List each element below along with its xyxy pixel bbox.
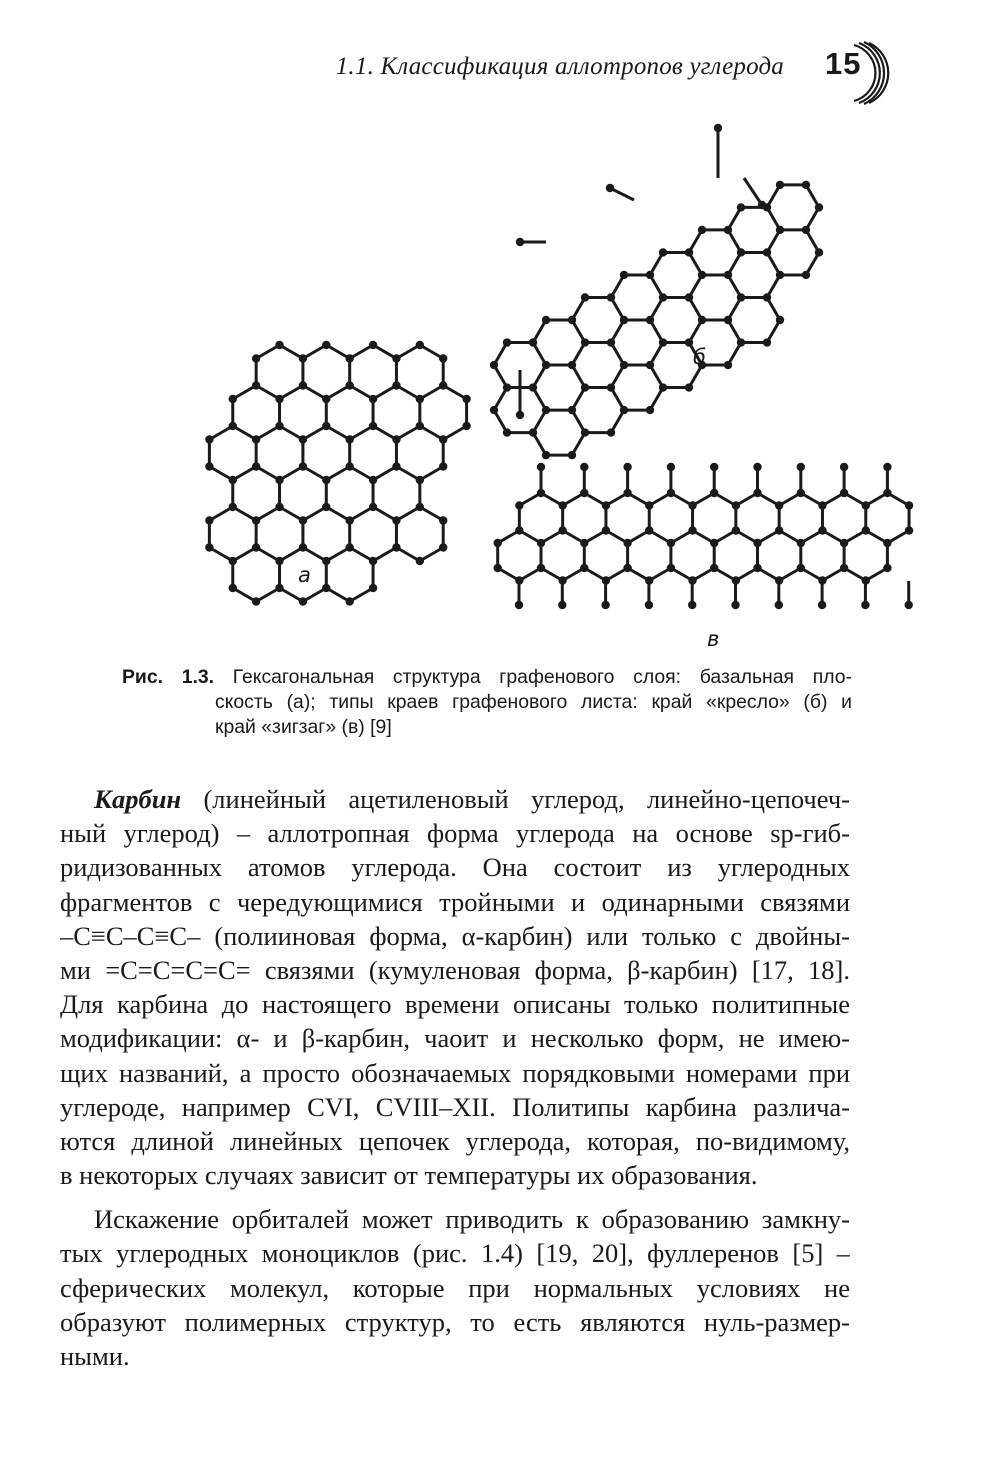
carbon-atom (905, 526, 913, 534)
p2-line-3: сферических молекул, которые при нормальных условиях не (60, 1272, 850, 1303)
carbon-atom (818, 576, 826, 584)
carbon-atom (229, 557, 237, 565)
carbon-atom (724, 316, 732, 324)
carbon-atom (416, 557, 424, 565)
carbon-atom (275, 422, 283, 430)
carbon-atom (620, 406, 628, 414)
carbon-atom (345, 597, 353, 605)
label-b: б (693, 345, 706, 369)
carbon-atom (299, 435, 307, 443)
carbon-atom (667, 539, 675, 547)
carbon-atom (753, 489, 761, 497)
carbon-atom (229, 503, 237, 511)
carbon-atom (732, 576, 740, 584)
carbon-atom (369, 341, 377, 349)
carbon-atom (515, 526, 523, 534)
carbon-atom (797, 539, 805, 547)
carbon-atom (322, 584, 330, 592)
carbon-atom (322, 422, 330, 430)
carbon-atom (252, 516, 260, 524)
carbon-atom (369, 584, 377, 592)
carbon-atom (490, 361, 498, 369)
carbon-atom (568, 361, 576, 369)
carbon-atom (775, 601, 783, 609)
carbon-atom (345, 354, 353, 362)
carbon-atom (607, 338, 615, 346)
carbon-atom (493, 539, 501, 547)
carbon-atom (322, 341, 330, 349)
carbon-atom (537, 564, 545, 572)
carbon-atom (710, 463, 718, 471)
carbon-atom (299, 354, 307, 362)
carbon-atom (345, 516, 353, 524)
carbon-atom (439, 435, 447, 443)
carbon-atom (840, 489, 848, 497)
p1-line-8: модификации: α- и β-карбин, чаоит и несколько форм, не имею- (60, 1023, 850, 1054)
carbon-atom (861, 601, 869, 609)
carbon-atom (737, 338, 745, 346)
carbon-atom (369, 503, 377, 511)
carbon-atom (685, 248, 693, 256)
label-a: а (298, 563, 311, 587)
carbon-atom (229, 584, 237, 592)
carbon-atom (392, 354, 400, 362)
carbon-atom (322, 503, 330, 511)
carbon-atom (515, 601, 523, 609)
carbon-atom (580, 463, 588, 471)
carbon-atom (580, 489, 588, 497)
carbon-atom (607, 293, 615, 301)
carbon-atom (568, 316, 576, 324)
carbon-atom (862, 526, 870, 534)
carbon-atom (883, 463, 891, 471)
carbon-atom (416, 422, 424, 430)
carbon-atom (229, 476, 237, 484)
carbon-atom (646, 361, 654, 369)
carbon-atom (345, 543, 353, 551)
carbon-atom (392, 435, 400, 443)
carbon-atom (581, 338, 589, 346)
carbon-atom (275, 341, 283, 349)
carbon-atom (529, 338, 537, 346)
carbon-atom (439, 516, 447, 524)
carbon-atom (775, 526, 783, 534)
figure-1-3 (0, 115, 1000, 660)
p2-line-2: тых углеродных моноциклов (рис. 1.4) [19, 20], фуллеренов [5] – (60, 1238, 850, 1269)
carbon-atom (802, 271, 810, 279)
label-v: в (707, 627, 720, 651)
carbon-atom (724, 271, 732, 279)
carbon-atom (602, 526, 610, 534)
carbon-atom (205, 543, 213, 551)
carbon-atom (275, 395, 283, 403)
carbon-atom (416, 395, 424, 403)
carbon-atom (515, 501, 523, 509)
carbon-atom (710, 564, 718, 572)
carbon-atom (275, 503, 283, 511)
carbon-atom (345, 462, 353, 470)
carbon-atom (416, 341, 424, 349)
carbon-atom (840, 463, 848, 471)
carbon-atom (646, 316, 654, 324)
carbon-atom (688, 501, 696, 509)
carbon-atom (322, 395, 330, 403)
carbon-atom (818, 526, 826, 534)
carbon-atom (623, 463, 631, 471)
p1-line-4: фрагментов с чередующимися тройными и одинарными связями (60, 886, 850, 917)
carbon-atom (392, 516, 400, 524)
carbon-atom (698, 226, 706, 234)
carbon-atom (732, 501, 740, 509)
carbon-atom (776, 271, 784, 279)
carbon-atom (645, 526, 653, 534)
carbon-atom (602, 501, 610, 509)
carbon-atom (724, 361, 732, 369)
carbon-atom (568, 406, 576, 414)
carbon-atom (883, 539, 891, 547)
caption-lead: Рис. 1.3. (122, 666, 215, 688)
carbon-atom (252, 462, 260, 470)
carbon-atom (646, 406, 654, 414)
carbon-atom (558, 601, 566, 609)
carbon-atom (462, 395, 470, 403)
carbon-atom (462, 422, 470, 430)
carbon-atom (581, 293, 589, 301)
carbon-atom (392, 381, 400, 389)
carbon-atom (529, 383, 537, 391)
page-number: 15 (825, 46, 862, 81)
p2-line-5: ными. (60, 1341, 130, 1371)
carbon-atom (905, 601, 913, 609)
carbon-atom (607, 383, 615, 391)
carbon-atom (623, 564, 631, 572)
carbon-atom (623, 539, 631, 547)
carbon-atom (714, 124, 722, 132)
carbon-atom (515, 576, 523, 584)
p1-line-11: ются длиной линейных цепочек углерода, которая, по-видимому, (60, 1125, 850, 1156)
p1-line-9: щих названий, а просто обозначаемых порядковыми номерами при (60, 1057, 850, 1088)
carbon-atom (299, 516, 307, 524)
zigzag-edge-lattice (493, 463, 913, 609)
carbon-atom (802, 181, 810, 189)
basal-plane-lattice (205, 341, 471, 606)
p1-line-3: ридизованных атомов углерода. Она состоит из углеродных (60, 852, 850, 883)
caption-line-1 (122, 665, 852, 690)
p2-line-1: Искажение орбиталей может приводить к образованию замкну- (94, 1204, 850, 1235)
carbon-atom (797, 564, 805, 572)
p1-line-12: в некоторых случаях зависит от температуры их образования. (60, 1160, 758, 1191)
p1-line-2: ный углерод) – аллотропная форма углерода на основе sp-гиб- (60, 818, 850, 849)
carbon-atom (688, 576, 696, 584)
carbon-atom (205, 435, 213, 443)
carbon-atom (623, 489, 631, 497)
p1-line-7: Для карбина до настоящего времени описаны только политипные (60, 989, 850, 1020)
carbon-atom (732, 526, 740, 534)
carbon-atom (568, 451, 576, 459)
carbon-atom (698, 316, 706, 324)
carbon-atom (537, 463, 545, 471)
carbon-atom (601, 601, 609, 609)
carbon-atom (667, 564, 675, 572)
carbon-atom (753, 539, 761, 547)
carbon-atom (659, 293, 667, 301)
carbon-atom (439, 462, 447, 470)
carbon-atom (369, 476, 377, 484)
carbon-atom (252, 543, 260, 551)
carbon-atom (542, 316, 550, 324)
p1-line-1-text: (линейный ацетиленовый углерод, линейно-цепочеч- (203, 784, 850, 814)
carbon-atom (776, 226, 784, 234)
page-header (0, 40, 1000, 110)
carbon-atom (416, 503, 424, 511)
carbon-atom (667, 489, 675, 497)
carbon-atom (537, 539, 545, 547)
carbon-atom (345, 435, 353, 443)
carbon-atom (688, 601, 696, 609)
carbon-atom (737, 293, 745, 301)
carbon-atom (580, 539, 588, 547)
carbon-atom (862, 501, 870, 509)
carbon-atom (840, 564, 848, 572)
caption-text-1: Гексагональная структура графенового слоя: базальная пло- (232, 666, 852, 688)
carbon-atom (299, 462, 307, 470)
carbon-atom (580, 564, 588, 572)
carbon-atom (529, 428, 537, 436)
carbon-atom (275, 476, 283, 484)
carbon-atom (685, 338, 693, 346)
carbon-atom (369, 395, 377, 403)
carbon-atom (710, 539, 718, 547)
carbon-atom (299, 597, 307, 605)
armchair-edge-lattice (490, 124, 823, 460)
carbon-atom (763, 338, 771, 346)
carbon-atom (503, 428, 511, 436)
carbon-atom (299, 543, 307, 551)
carbon-atom (840, 539, 848, 547)
carbon-atom (516, 411, 524, 419)
carbon-atom (710, 489, 718, 497)
carbon-atom (776, 181, 784, 189)
graphene-diagram (0, 115, 1000, 655)
carbon-atom (645, 576, 653, 584)
carbon-atom (516, 238, 524, 246)
carbon-atom (659, 338, 667, 346)
carbon-atom (439, 381, 447, 389)
p1-line-1 (60, 782, 850, 816)
carbon-atom (252, 597, 260, 605)
carbon-atom (645, 601, 653, 609)
body-text (60, 782, 850, 1373)
carbon-atom (322, 557, 330, 565)
carbon-atom (883, 564, 891, 572)
carbon-atom (698, 271, 706, 279)
carbon-atom (602, 576, 610, 584)
carbon-atom (659, 248, 667, 256)
carbon-atom (558, 526, 566, 534)
caption-line-3: край «зигзаг» (в) [9] (215, 716, 392, 738)
carbon-atom (503, 383, 511, 391)
carbon-atom (439, 354, 447, 362)
carbon-atom (797, 489, 805, 497)
carbon-atom (299, 381, 307, 389)
carbon-atom (753, 463, 761, 471)
p1-line-6: ми =C=C=C=C= связями (кумуленовая форма, β-карбин) [17, 18]. (60, 954, 850, 985)
carbon-atom (490, 406, 498, 414)
carbon-atom (205, 462, 213, 470)
carbon-atom (620, 271, 628, 279)
carbon-atom (275, 557, 283, 565)
carbon-atom (252, 381, 260, 389)
carbon-atom (275, 584, 283, 592)
carbon-atom (392, 462, 400, 470)
carbon-atom (558, 501, 566, 509)
carbon-atom (862, 576, 870, 584)
carbon-atom (775, 576, 783, 584)
carbon-atom (620, 361, 628, 369)
carbon-atom (581, 383, 589, 391)
term-karbin: Карбин (94, 784, 182, 814)
carbon-atom (737, 248, 745, 256)
carbon-atom (416, 476, 424, 484)
carbon-atom (818, 601, 826, 609)
carbon-atom (737, 203, 745, 211)
carbon-atom (369, 557, 377, 565)
p2-line-4: образуют полимерных структур, то есть являются нуль-размер- (60, 1306, 850, 1337)
carbon-atom (659, 383, 667, 391)
carbon-atom (392, 543, 400, 551)
p1-line-5: –C≡C–C≡C– (полииновая форма, α-карбин) или только с двойны- (60, 920, 850, 951)
carbon-atom (818, 501, 826, 509)
carbon-atom (905, 501, 913, 509)
carbon-atom (503, 338, 511, 346)
carbon-atom (252, 354, 260, 362)
carbon-atom (229, 422, 237, 430)
carbon-atom (685, 293, 693, 301)
carbon-atom (646, 271, 654, 279)
figure-caption (122, 665, 852, 740)
carbon-atom (542, 406, 550, 414)
carbon-atom (369, 422, 377, 430)
carbon-atom (797, 463, 805, 471)
carbon-atom (620, 316, 628, 324)
carbon-atom (252, 435, 260, 443)
carbon-atom (883, 489, 891, 497)
carbon-atom (439, 543, 447, 551)
carbon-atom (205, 516, 213, 524)
carbon-atom (645, 501, 653, 509)
carbon-atom (322, 476, 330, 484)
caption-line-2: скость (а); типы краев графенового листа: край «кресло» (б) и (215, 691, 852, 713)
running-head: 1.1. Классификация аллотропов углерода (335, 53, 784, 80)
carbon-atom (558, 576, 566, 584)
carbon-atom (775, 501, 783, 509)
carbon-atom (685, 383, 693, 391)
carbon-atom (815, 203, 823, 211)
p1-line-10: углероде, например CVI, CVIII–XII. Политипы карбина различа- (60, 1091, 850, 1122)
carbon-atom (802, 226, 810, 234)
carbon-atom (688, 526, 696, 534)
carbon-atom (724, 226, 732, 234)
edge-bond (744, 178, 762, 205)
carbon-atom (542, 451, 550, 459)
carbon-atom (763, 293, 771, 301)
carbon-atom (731, 601, 739, 609)
carbon-atom (542, 361, 550, 369)
carbon-atom (606, 184, 614, 192)
carbon-atom (815, 248, 823, 256)
carbon-atom (753, 564, 761, 572)
carbon-atom (607, 428, 615, 436)
carbon-atom (345, 381, 353, 389)
carbon-atom (581, 428, 589, 436)
carbon-atom (667, 463, 675, 471)
carbon-atom (229, 395, 237, 403)
carbon-atom (537, 489, 545, 497)
carbon-atom (493, 564, 501, 572)
carbon-atom (758, 201, 766, 209)
carbon-atom (776, 316, 784, 324)
carbon-atom (763, 248, 771, 256)
